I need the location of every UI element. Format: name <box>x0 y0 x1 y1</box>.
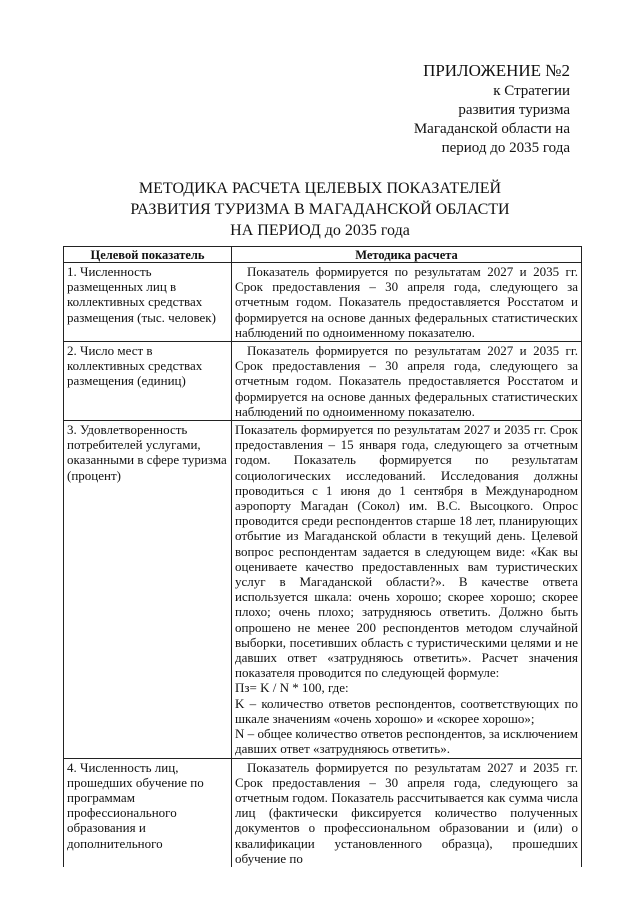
appendix-block <box>414 60 570 158</box>
title-line: НА ПЕРИОД до 2035 года <box>230 222 410 239</box>
method-paragraph: N – общее количество ответов респондентов, за исключением давших ответ «затрудняюсь ответить». <box>235 726 578 757</box>
indicator-cell: 4. Численность лиц, прошедших обучение по программам профессионального образования и дополнительного <box>64 758 232 867</box>
table-header-row <box>64 247 582 263</box>
appendix-line: к Стратегии <box>493 83 570 99</box>
indicator-cell: 3. Удовлетворенность потребителей услугами, оказанными в сфере туризма (процент) <box>64 421 232 758</box>
appendix-line: развития туризма <box>458 102 570 118</box>
appendix-line: период до 2035 года <box>441 140 570 156</box>
method-paragraph: Показатель формируется по результатам 2027 и 2035 гг. Срок предоставления – 15 января года, следующего за отчетным годом. Показатель формируется по результатам социологических исследований. Исследования должны проводиться с 1 июня до 1 сентября в Международном аэропорту Магадан (Сокол) им. В.С. Высоцкого. Опрос проводится среди респондентов старше 18 лет, планирующих отбытие из Магаданской области в текущий день. Целевой вопрос респондентам задается в следующем виде: «Как вы оцениваете качество предоставленных вам туристических услуг в Магаданской области?». В качестве ответа используется шкала: очень хорошо; скорее хорошо; скорее плохо; очень плохо; затрудняюсь ответить. Должно быть опрошено не менее 200 респондентов методом случайной выборки, посетивших область с туристическими целями и не давших ответ «затрудняюсь ответить». Расчет значения показателя проводится по следующей формуле: <box>235 422 578 681</box>
method-cell <box>232 263 582 342</box>
method-paragraph: Показатель формируется по результатам 2027 и 2035 гг. Срок предоставления – 30 апреля года, следующего за отчетным годом. Показатель рассчитывается как сумма числа лиц (фактически фиксируется количество полученных документов о профессиональном образовании и (или) о квалификации установленного образца), прошедших обучение по <box>235 759 578 866</box>
column-header-indicator: Целевой показатель <box>64 247 232 263</box>
table-row <box>64 342 582 421</box>
appendix-line: Магаданской области на <box>413 121 570 137</box>
table-row <box>64 421 582 758</box>
table-row <box>64 758 582 867</box>
method-paragraph: Показатель формируется по результатам 2027 и 2035 гг. Срок предоставления – 30 апреля года, следующего за отчетным годом. Показатель предоставляется Росстатом и формируется на основе данных федеральных статистических наблюдений по одноименному показателю. <box>235 343 578 419</box>
table-row <box>64 263 582 342</box>
method-cell <box>232 758 582 867</box>
method-paragraph: K – количество ответов респондентов, соответствующих по шкале значениям «очень хорошо» и «скорее хорошо»; <box>235 695 578 726</box>
formula: Пз= K / N * 100, где: <box>235 680 349 696</box>
method-cell <box>232 421 582 758</box>
indicator-cell: 1. Численность размещенных лиц в коллективных средствах размещения (тыс. человек) <box>64 263 232 342</box>
method-paragraph: Показатель формируется по результатам 2027 и 2035 гг. Срок предоставления – 30 апреля года, следующего за отчетным годом. Показатель предоставляется Росстатом и формируется на основе данных федеральных статистических наблюдений по одноименному показателю. <box>235 264 578 340</box>
methodology-table <box>63 246 582 867</box>
document-title <box>0 178 640 241</box>
indicator-cell: 2. Число мест в коллективных средствах размещения (единиц) <box>64 342 232 421</box>
appendix-heading: ПРИЛОЖЕНИЕ №2 <box>423 61 570 80</box>
method-cell <box>232 342 582 421</box>
title-line: МЕТОДИКА РАСЧЕТА ЦЕЛЕВЫХ ПОКАЗАТЕЛЕЙ <box>138 180 502 197</box>
title-line: РАЗВИТИЯ ТУРИЗМА В МАГАДАНСКОЙ ОБЛАСТИ <box>130 201 510 218</box>
column-header-method: Методика расчета <box>232 247 582 263</box>
